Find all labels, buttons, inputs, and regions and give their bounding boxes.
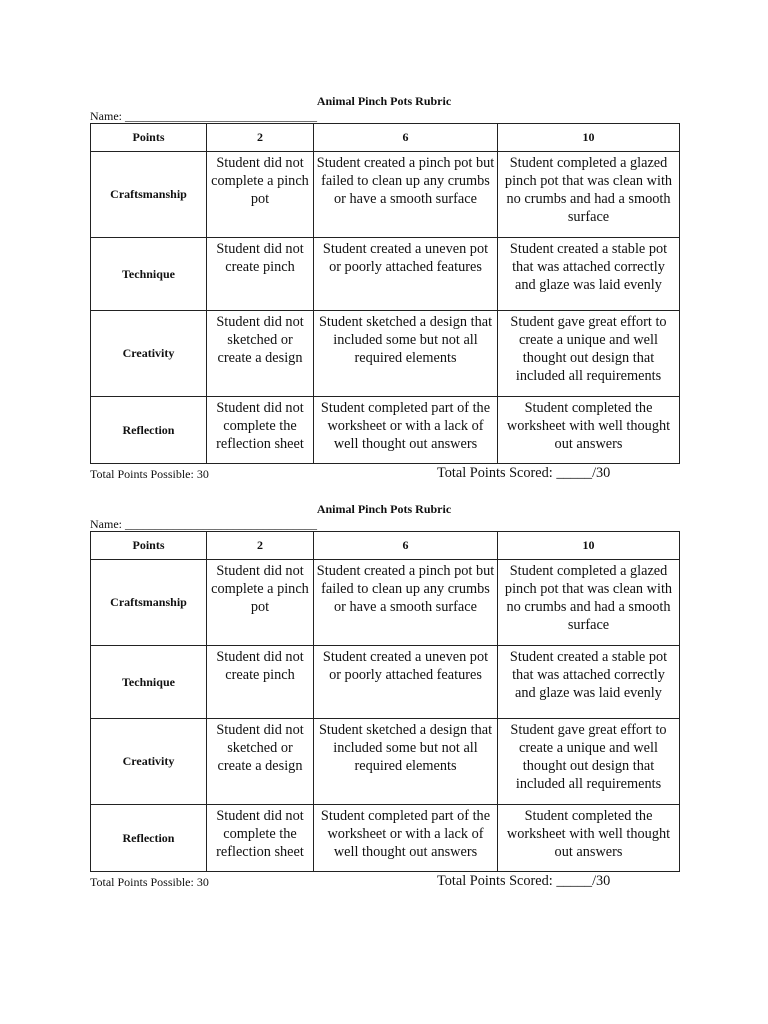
row-label-creativity: Creativity: [91, 719, 207, 805]
header-row: [91, 124, 680, 152]
rubric-table: [90, 531, 680, 872]
header-score-10: 10: [498, 124, 680, 152]
criteria-cell: Student created a pinch pot but failed to clean up any crumbs or have a smooth surface: [314, 152, 498, 238]
table-row: [91, 646, 680, 719]
row-label-craftsmanship: Craftsmanship: [91, 152, 207, 238]
criteria-cell: Student did not sketched or create a design: [207, 719, 314, 805]
criteria-cell: Student completed the worksheet with well thought out answers: [498, 397, 680, 464]
header-score-2: 2: [207, 124, 314, 152]
total-points-possible: Total Points Possible: 30: [90, 467, 209, 481]
criteria-cell: Student created a stable pot that was attached correctly and glaze was laid evenly: [498, 238, 680, 311]
criteria-cell: Student created a stable pot that was attached correctly and glaze was laid evenly: [498, 646, 680, 719]
total-points-scored: Total Points Scored: _____/30: [437, 465, 611, 481]
criteria-cell: Student completed part of the worksheet or with a lack of well thought out answers: [314, 397, 498, 464]
name-field: Name: ________________________________: [90, 517, 317, 531]
rubric-2: [90, 501, 678, 891]
criteria-cell: Student completed part of the worksheet or with a lack of well thought out answers: [314, 805, 498, 872]
criteria-cell: Student did not sketched or create a design: [207, 311, 314, 397]
criteria-cell: Student completed a glazed pinch pot that was clean with no crumbs and had a smooth surface: [498, 152, 680, 238]
table-row: [91, 238, 680, 311]
total-points-possible: Total Points Possible: 30: [90, 875, 209, 889]
name-field: Name: ________________________________: [90, 109, 317, 123]
header-points: Points: [91, 124, 207, 152]
criteria-cell: Student completed a glazed pinch pot that was clean with no crumbs and had a smooth surface: [498, 560, 680, 646]
row-label-reflection: Reflection: [91, 397, 207, 464]
criteria-cell: Student gave great effort to create a unique and well thought out design that included all requirements: [498, 311, 680, 397]
criteria-cell: Student did not complete a pinch pot: [207, 560, 314, 646]
row-label-creativity: Creativity: [91, 311, 207, 397]
header-score-6: 6: [314, 124, 498, 152]
rubric-title: Animal Pinch Pots Rubric: [316, 502, 452, 516]
criteria-cell: Student did not complete the reflection sheet: [207, 397, 314, 464]
criteria-cell: Student created a pinch pot but failed to clean up any crumbs or have a smooth surface: [314, 560, 498, 646]
criteria-cell: Student created a uneven pot or poorly attached features: [314, 238, 498, 311]
rubric-title: Animal Pinch Pots Rubric: [316, 94, 452, 108]
table-row: [91, 805, 680, 872]
criteria-cell: Student sketched a design that included some but not all required elements: [314, 719, 498, 805]
criteria-cell: Student completed the worksheet with well thought out answers: [498, 805, 680, 872]
table-row: [91, 311, 680, 397]
rubric-footer: [90, 873, 678, 891]
total-points-scored: Total Points Scored: _____/30: [437, 873, 611, 889]
criteria-cell: Student did not complete the reflection sheet: [207, 805, 314, 872]
header-score-6: 6: [314, 532, 498, 560]
criteria-cell: Student did not complete a pinch pot: [207, 152, 314, 238]
rubric-1: [90, 93, 678, 483]
row-label-reflection: Reflection: [91, 805, 207, 872]
table-row: [91, 397, 680, 464]
row-label-technique: Technique: [91, 238, 207, 311]
header-points: Points: [91, 532, 207, 560]
rubric-table: [90, 123, 680, 464]
table-row: [91, 152, 680, 238]
table-row: [91, 560, 680, 646]
row-label-craftsmanship: Craftsmanship: [91, 560, 207, 646]
criteria-cell: Student sketched a design that included some but not all required elements: [314, 311, 498, 397]
table-row: [91, 719, 680, 805]
header-score-10: 10: [498, 532, 680, 560]
rubric-footer: [90, 465, 678, 483]
criteria-cell: Student created a uneven pot or poorly attached features: [314, 646, 498, 719]
criteria-cell: Student gave great effort to create a unique and well thought out design that included all requirements: [498, 719, 680, 805]
criteria-cell: Student did not create pinch: [207, 238, 314, 311]
header-row: [91, 532, 680, 560]
header-score-2: 2: [207, 532, 314, 560]
row-label-technique: Technique: [91, 646, 207, 719]
criteria-cell: Student did not create pinch: [207, 646, 314, 719]
